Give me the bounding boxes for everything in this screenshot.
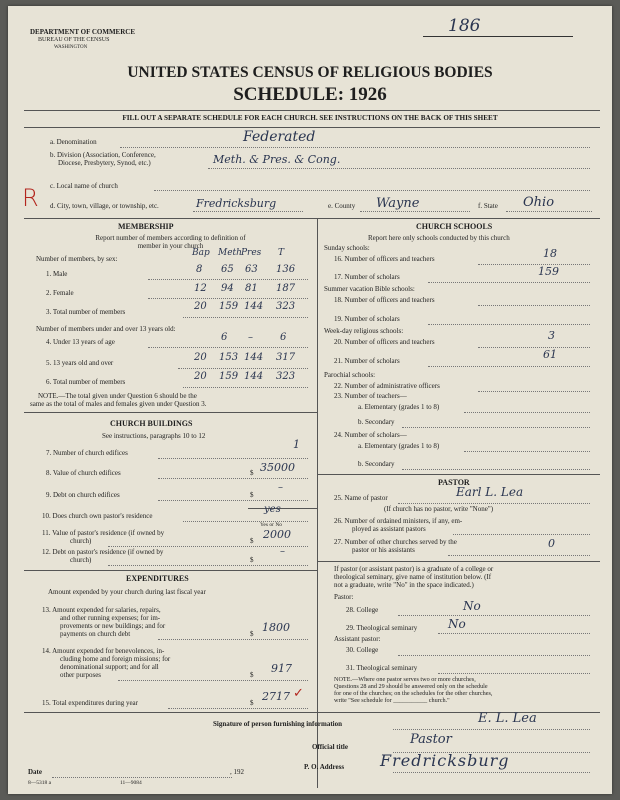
fill-line [158, 639, 308, 640]
assistant-pastor-label: Assistant pastor: [334, 635, 381, 643]
red-r-mark: R [22, 184, 39, 212]
red-check-mark: ✓ [293, 686, 304, 701]
male-pres: 63 [245, 264, 258, 275]
col-head-total: T [278, 248, 285, 258]
fill-line [506, 211, 592, 212]
fill-line [108, 546, 308, 547]
q26-label-2: ployed as assistant pastors [352, 525, 426, 533]
q20-label: 20. Number of officers and teachers [334, 338, 435, 346]
female-total: 187 [276, 283, 296, 294]
membership-intro: Report number of members according to definition of [95, 234, 246, 242]
q15-value: 2717 [262, 690, 290, 703]
local-name-label: c. Local name of church [50, 182, 118, 190]
divider [24, 570, 317, 571]
graduate-note-3: not a graduate, write "No" in the space indicated.) [334, 581, 474, 589]
female-meth: 94 [221, 283, 234, 294]
q7-label: 7. Number of church edifices [46, 449, 128, 457]
q11-label-2: church) [70, 537, 92, 545]
q9-label: 9. Debt on church edifices [46, 491, 120, 499]
center-divider [317, 218, 318, 788]
q31-label: 31. Theological seminary [346, 664, 418, 672]
membership-note-2: same as the total of males and females given under Question 3. [30, 400, 207, 408]
fill-line [393, 772, 590, 773]
pastor-label: Pastor: [334, 593, 354, 601]
q23-label: 23. Number of teachers— [334, 392, 407, 400]
summer-label: Summer vacation Bible schools: [324, 285, 415, 293]
q11-label: 11. Value of pastor's residence (if owned by [42, 529, 165, 537]
state-label: f. State [478, 202, 498, 210]
q11-value: 2000 [263, 528, 291, 541]
state-value: Ohio [523, 195, 555, 210]
female-pres: 81 [245, 283, 258, 294]
under13-pres: – [248, 332, 253, 343]
total-total: 323 [276, 301, 296, 312]
fill-line [428, 282, 590, 283]
q20-value: 3 [548, 329, 555, 342]
form-subtitle: SCHEDULE: 1926 [233, 84, 387, 105]
q17-label: 17. Number of scholars [334, 273, 400, 281]
q9-value: – [278, 482, 283, 493]
fill-line [478, 264, 590, 265]
fill-line [183, 387, 308, 388]
q12-value: – [280, 546, 285, 557]
q23b-label: b. Secondary [358, 418, 395, 426]
total2-bap: 20 [194, 371, 207, 382]
fill-line [464, 451, 590, 452]
fill-line [453, 534, 590, 535]
fill-line [183, 521, 308, 522]
page-number-underline [423, 36, 573, 37]
year-label: , 192 [230, 768, 244, 776]
department-label: DEPARTMENT OF COMMERCE [30, 28, 136, 36]
q22-label: 22. Number of administrative officers [334, 382, 440, 390]
dollar-sign: $ [250, 469, 254, 477]
total2-pres: 144 [244, 371, 264, 382]
county-value: Wayne [376, 196, 420, 211]
over13-total: 317 [276, 352, 296, 363]
membership-title: MEMBERSHIP [118, 222, 174, 231]
fill-line [393, 729, 590, 730]
sunday-label: Sunday schools: [324, 244, 370, 252]
form-title: UNITED STATES CENSUS OF RELIGIOUS BODIES [127, 64, 493, 81]
instruction-line: FILL OUT A SEPARATE SCHEDULE FOR EACH CHURCH. SEE INSTRUCTIONS ON THE BACK OF THIS SHEET [122, 114, 498, 122]
fill-line [428, 324, 590, 325]
q14-label: 14. Amount expended for benevolences, in- [42, 647, 165, 655]
dollar-sign: $ [250, 491, 254, 499]
schools-title: CHURCH SCHOOLS [416, 222, 493, 231]
total-pres: 144 [244, 301, 264, 312]
weekday-label: Week-day religious schools: [324, 327, 404, 335]
fill-line [438, 633, 590, 634]
q13-label: 13. Amount expended for salaries, repairs, [42, 606, 161, 614]
expenditures-sub: Amount expended by your church during last fiscal year [48, 588, 206, 596]
fill-line [148, 347, 308, 348]
city-value: Fredricksburg [196, 197, 277, 210]
pastor-note: NOTE.—Where one pastor serves two or more churches, [334, 676, 476, 683]
q24a-label: a. Elementary (grades 1 to 8) [358, 442, 440, 450]
over13-pres: 144 [244, 352, 264, 363]
q27-label-2: pastor or his assistants [352, 546, 415, 554]
parochial-label: Parochial schools: [324, 371, 376, 379]
page-number: 186 [448, 16, 481, 36]
po-address-label: P. O. Address [304, 763, 345, 771]
under13-label: 4. Under 13 years of age [46, 338, 115, 346]
signature-value: E. L. Lea [478, 711, 537, 726]
dollar-sign: $ [250, 630, 254, 638]
over13-label: 5. 13 years old and over [46, 359, 114, 367]
division-label: b. Division (Association, Conference, [50, 151, 156, 159]
male-total: 136 [276, 264, 296, 275]
q28-value: No [463, 599, 481, 613]
fill-line [402, 427, 590, 428]
fill-line [398, 615, 590, 616]
q17-value: 159 [538, 265, 559, 278]
q29-value: No [448, 617, 466, 631]
male-label: 1. Male [46, 270, 68, 278]
q8-label: 8. Value of church edifices [46, 469, 121, 477]
total-label: 3. Total number of members [46, 308, 126, 316]
fill-line [158, 478, 308, 479]
dollar-sign: $ [250, 537, 254, 545]
county-label: e. County [328, 202, 356, 210]
fill-line [120, 147, 590, 148]
fill-line [464, 412, 590, 413]
divider [317, 474, 600, 475]
dollar-sign: $ [250, 671, 254, 679]
total2-total: 323 [276, 371, 296, 382]
q16-label: 16. Number of officers and teachers [334, 255, 435, 263]
q23a-label: a. Elementary (grades 1 to 8) [358, 403, 440, 411]
buildings-sub: See instructions, paragraphs 10 to 12 [102, 432, 206, 440]
q30-label: 30. College [346, 646, 379, 654]
female-label: 2. Female [46, 289, 74, 297]
total2-label: 6. Total number of members [46, 378, 126, 386]
division-value: Meth. & Pres. & Cong. [213, 153, 341, 166]
q27-value: 0 [548, 537, 555, 550]
official-title-label: Official title [312, 743, 348, 751]
po-address-value: Fredricksburg [380, 751, 510, 770]
q26-label: 26. Number of ordained ministers, if any, em- [334, 517, 463, 525]
q28-label: 28. College [346, 606, 379, 614]
q13-value: 1800 [262, 621, 290, 634]
fill-line [360, 211, 470, 212]
female-bap: 12 [194, 283, 207, 294]
col-head-pres: Pres [241, 248, 262, 258]
print-number: 11—9084 [120, 780, 142, 786]
membership-intro-2: member in your church [137, 242, 204, 250]
q14-value: 917 [271, 662, 292, 675]
fill-line [148, 298, 308, 299]
fill-line [154, 190, 590, 191]
census-schedule-sheet [8, 6, 612, 794]
q21-label: 21. Number of scholars [334, 357, 400, 365]
q14-label-3: denominational support; and for all [60, 663, 159, 671]
by-sex-label: Number of members, by sex: [36, 255, 118, 263]
yes-no-hint: Yes or No [260, 522, 283, 528]
over13-bap: 20 [194, 352, 207, 363]
fill-line [108, 565, 308, 566]
fill-line [118, 680, 308, 681]
q25-note: (If church has no pastor, write "None") [384, 505, 494, 513]
city-label: WASHINGTON [54, 45, 88, 50]
expenditures-title: EXPENDITURES [126, 574, 189, 583]
q7-value: 1 [293, 438, 300, 451]
q13-label-2: and other running expenses; for im- [60, 614, 161, 622]
q10-value: yes [264, 504, 281, 515]
bureau-label: BUREAU OF THE CENSUS [38, 37, 110, 43]
fill-line [402, 469, 590, 470]
schools-sub: Report here only schools conducted by this church [368, 234, 510, 242]
total-meth: 159 [219, 301, 239, 312]
fill-line [438, 673, 590, 674]
fill-line [158, 458, 308, 459]
fill-line [448, 555, 590, 556]
q18-label: 18. Number of officers and teachers [334, 296, 435, 304]
q13-label-4: payments on church debt [60, 630, 131, 638]
fill-line [148, 279, 308, 280]
signature-label: Signature of person furnishing information [213, 720, 342, 728]
membership-note: NOTE.—The total given under Question 6 should be the [38, 392, 197, 400]
divider [24, 127, 600, 128]
fill-line [478, 347, 590, 348]
fill-line [478, 305, 590, 306]
q21-value: 61 [543, 348, 557, 361]
q25-label: 25. Name of pastor [334, 494, 388, 502]
fill-line [52, 777, 232, 778]
under13-meth: 6 [221, 332, 228, 343]
total-bap: 20 [194, 301, 207, 312]
fill-line [398, 655, 590, 656]
pastor-title: PASTOR [438, 478, 470, 487]
q12-label-2: church) [70, 556, 92, 564]
fill-line [178, 368, 308, 369]
pastor-note-3: for one of the churches; on the schedules for the other churches, [334, 690, 493, 697]
col-head-bap: Bap [192, 248, 210, 258]
male-meth: 65 [221, 264, 234, 275]
q15-label: 15. Total expenditures during year [42, 699, 138, 707]
graduate-note: If pastor (or assistant pastor) is a graduate of a college or [334, 565, 494, 573]
form-number: 8—5318 a [28, 780, 52, 786]
city-label: d. City, town, village, or township, etc. [50, 202, 159, 210]
by-age-label: Number of members under and over 13 years old: [36, 325, 176, 333]
under13-total: 6 [280, 332, 287, 343]
q19-label: 19. Number of scholars [334, 315, 400, 323]
q12-label: 12. Debt on pastor's residence (if owned by [42, 548, 164, 556]
fill-line [398, 503, 590, 504]
divider [24, 218, 600, 219]
division-label-2: Diocese, Presbytery, Synod, etc.) [58, 159, 151, 167]
divider [24, 412, 317, 413]
divider [248, 508, 317, 509]
fill-line [168, 708, 308, 709]
divider [24, 110, 600, 111]
graduate-note-2: theological seminary, give name of institution below. (If [334, 573, 492, 581]
fill-line [193, 211, 303, 212]
denomination-label: a. Denomination [50, 138, 97, 146]
divider [317, 561, 600, 562]
fill-line [208, 168, 590, 169]
q24b-label: b. Secondary [358, 460, 395, 468]
q16-value: 18 [543, 247, 557, 260]
q29-label: 29. Theological seminary [346, 624, 418, 632]
male-bap: 8 [196, 264, 203, 275]
pastor-note-2: Questions 28 and 29 should be answered only on the schedule [334, 683, 488, 690]
denomination-value: Federated [243, 129, 316, 145]
q25-value: Earl L. Lea [456, 485, 524, 499]
dollar-sign: $ [250, 699, 254, 707]
fill-line [158, 500, 308, 501]
dollar-sign: $ [250, 556, 254, 564]
q27-label: 27. Number of other churches served by the [334, 538, 457, 546]
q14-label-2: cluding home and foreign missions; for [60, 655, 171, 663]
date-label: Date [28, 768, 42, 776]
col-head-meth: Meth [218, 248, 242, 258]
q24-label: 24. Number of scholars— [334, 431, 407, 439]
fill-line [478, 391, 590, 392]
pastor-note-4: write "See schedule for ___________ church." [334, 697, 450, 704]
fill-line [183, 317, 308, 318]
q10-label: 10. Does church own pastor's residence [42, 512, 153, 520]
official-title-value: Pastor [410, 732, 452, 747]
over13-meth: 153 [219, 352, 239, 363]
q13-label-3: provements or new buildings; and for [60, 622, 166, 630]
buildings-title: CHURCH BUILDINGS [110, 419, 193, 428]
q14-label-4: other purposes [60, 671, 102, 679]
total2-meth: 159 [219, 371, 239, 382]
q8-value: 35000 [260, 461, 295, 474]
fill-line [428, 366, 590, 367]
